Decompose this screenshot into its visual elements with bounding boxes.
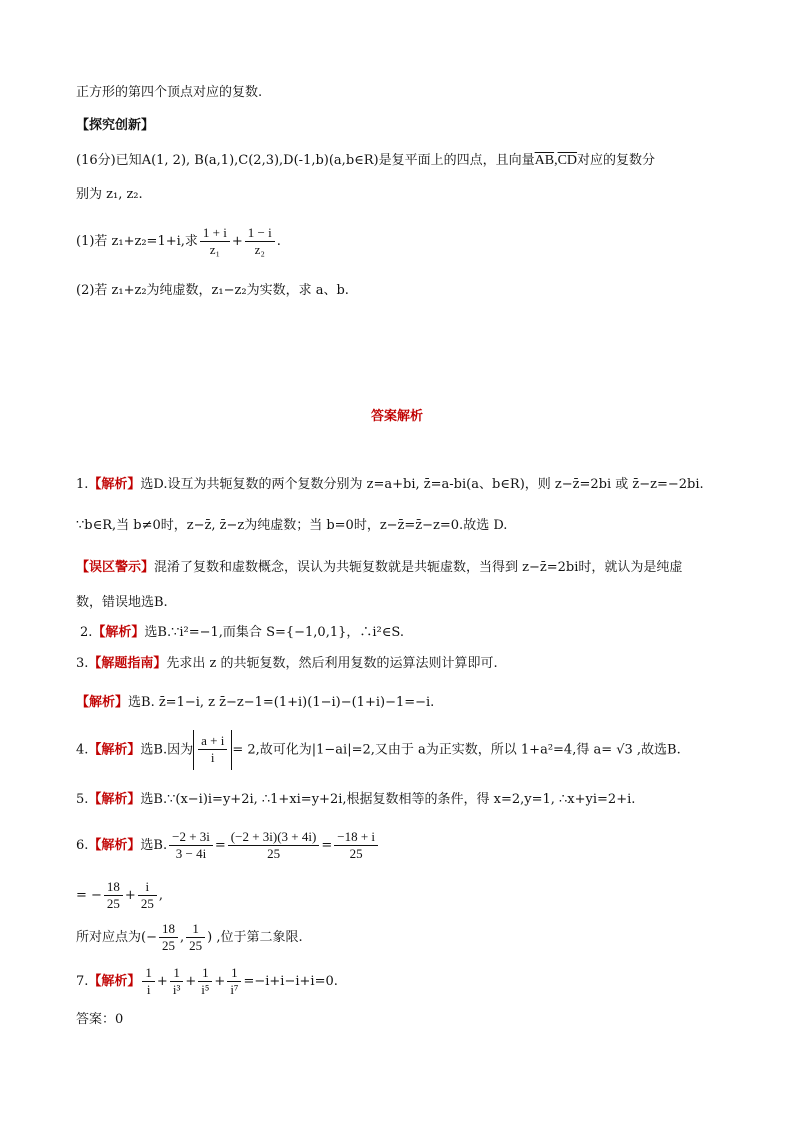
a6-l3-sep: ,: [179, 930, 185, 945]
answer-3-hint: [76, 655, 498, 673]
q1-fraction-1: [200, 225, 230, 258]
a7-f4-den: i⁷: [230, 982, 239, 997]
a3-text-2: 选B. z̄=1−i, z z̄−z−1=(1+i)(1−i)−(1+i)−1=−i.: [128, 695, 435, 710]
a6-l3-fraction-1: [159, 921, 178, 954]
answer-4: [76, 730, 681, 771]
answer-1-line-2: ∵b∈R,当 b≠0时，z−z̄, z̄−z为纯虚数；当 b=0时，z−z̄=z̄−z=0.故选 D.: [76, 518, 508, 533]
a4-post: = 2,故可化为|1−ai|=2,又由于 a为正实数，所以 1+a²=4,得 a= √3 ,故选B.: [232, 742, 681, 758]
a7-fraction-4: [227, 965, 241, 998]
a5-tag: 【解析】: [88, 792, 141, 807]
a7-tag: 【解析】: [88, 974, 141, 989]
a6-eq-1: =: [214, 838, 226, 853]
a3-tag: 【解题指南】: [88, 656, 167, 671]
q1-plus: +: [231, 234, 243, 249]
a6-l3-f2-num: 1: [186, 921, 205, 938]
a6-l2-f2-num: i: [138, 879, 157, 896]
a7-f1-den: i: [146, 982, 151, 997]
a6-l2-f1-num: 18: [104, 879, 123, 896]
problem-text-d: 对应的复数分: [577, 153, 656, 168]
a6-l2-f1-den: 25: [106, 896, 120, 911]
a6-pre: 选B.: [140, 838, 168, 853]
a2-text: 选B.∵i²=−1,而集合 S={−1,0,1}，∴i²∈S.: [144, 625, 404, 640]
a7-f2-den: i³: [172, 982, 181, 997]
a6-l2-f2-den: 25: [140, 896, 154, 911]
a3-tag-2: 【解析】: [76, 695, 129, 710]
answer-6-line-3: [76, 918, 303, 958]
a7-fraction-1: [142, 965, 155, 998]
a4-frac-num: a + i: [198, 733, 227, 750]
question-1: [76, 222, 281, 262]
a6-l2-fraction-1: [104, 879, 123, 912]
a7-f3-den: i⁵: [201, 982, 210, 997]
vector-cd: $\overline{CD}$: [557, 153, 578, 168]
a6-f1-num: −2 + 3i: [169, 829, 213, 846]
a1-text: 选D.设互为共轭复数的两个复数分别为 z=a+bi, z̄=a-bi(a、b∈R)，则 z−z̄=2bi 或 z̄−z=−2bi.: [140, 477, 704, 492]
problem-line-2: 别为 z₁, z₂.: [76, 187, 143, 202]
answer-6-line-2: [76, 876, 163, 916]
answer-1-line-1: [76, 476, 704, 494]
answer-1-warning-2: 数，错误地选B.: [76, 595, 168, 610]
a3-text: 先求出 z 的共轭复数，然后利用复数的运算法则计算即可.: [166, 656, 498, 671]
problem-text-a: (16分)已知: [76, 153, 142, 168]
a7-plus-1: +: [156, 974, 168, 989]
q1-f1-den: z₁: [209, 242, 221, 257]
a6-l2-pre: = −: [76, 888, 102, 903]
a6-f2-den: 25: [267, 846, 281, 861]
answer-2: [80, 624, 404, 642]
q1-f2-num: 1 − i: [245, 225, 275, 242]
problem-point-a: A(1, 2): [141, 153, 187, 168]
a7-f2-num: 1: [170, 965, 184, 982]
answers-title: 答案解析: [370, 409, 423, 424]
question-2: (2)若 z₁+z₂为纯虚数，z₁−z₂为实数，求 a、b.: [76, 283, 349, 298]
a7-f4-num: 1: [227, 965, 241, 982]
a2-tag: 【解析】: [92, 625, 145, 640]
a6-num: 6.: [76, 838, 89, 853]
answer-3-solution: [76, 694, 434, 712]
a1-warn-tag: 【误区警示】: [76, 560, 155, 575]
a4-fraction: [198, 733, 227, 766]
answer-5: [76, 791, 635, 809]
a7-num: 7.: [76, 974, 89, 989]
a7-plus-3: +: [214, 974, 226, 989]
q1-f1-num: 1 + i: [200, 225, 230, 242]
a6-l2-plus: +: [124, 888, 136, 903]
a6-l2-fraction-2: [138, 879, 157, 912]
a4-tag: 【解析】: [88, 742, 141, 758]
q1-fraction-2: [245, 225, 275, 258]
a6-tag: 【解析】: [88, 838, 141, 853]
a7-fraction-2: [170, 965, 184, 998]
q1-end: .: [276, 234, 281, 249]
a6-fraction-2: [228, 829, 320, 862]
answer-7: [76, 962, 338, 1002]
a1-warn-text: 混淆了复数和虚数概念，误认为共轭复数就是共轭虚数，当得到 z−z̄=2bi时，就认为是纯虚: [154, 560, 683, 575]
a6-l3-f1-num: 18: [159, 921, 178, 938]
a6-l3-fraction-2: [186, 921, 205, 954]
a7-f3-num: 1: [198, 965, 212, 982]
a7-fraction-3: [198, 965, 212, 998]
a4-absolute-value: [193, 730, 232, 770]
problem-line-1: [76, 152, 655, 170]
a6-f2-num: (−2 + 3i)(3 + 4i): [228, 829, 320, 846]
answer-7-result: 答案：0: [76, 1012, 124, 1027]
a6-f1-den: 3 − 4i: [175, 846, 207, 861]
a6-eq-2: =: [321, 838, 333, 853]
a6-l3-pre: 所对应点为(−: [76, 930, 157, 945]
a4-num: 4.: [76, 742, 89, 758]
a6-l3-f2-den: 25: [189, 938, 203, 953]
a6-l3-post: ) ,位于第二象限.: [207, 930, 303, 945]
a6-fraction-1: [169, 829, 213, 862]
answer-1-warning: [76, 559, 682, 577]
q1-f2-den: z₂: [254, 242, 265, 257]
a6-l2-end: ,: [158, 888, 163, 903]
a5-num: 5.: [76, 792, 89, 807]
a3-num: 3.: [76, 656, 89, 671]
q1-prefix: (1)若 z₁+z₂=1+i,求: [76, 234, 198, 249]
vector-sep: ,: [554, 153, 558, 168]
section-heading: 【探究创新】: [76, 118, 155, 133]
a4-frac-den: i: [210, 750, 215, 765]
a2-num: 2.: [80, 625, 93, 640]
a6-f3-den: 25: [349, 846, 363, 861]
intro-line: 正方形的第四个顶点对应的复数.: [76, 85, 263, 100]
a6-l3-f1-den: 25: [161, 938, 175, 953]
a5-text: 选B.∵(x−i)i=y+2i, ∴1+xi=y+2i,根据复数相等的条件，得 x=2,y=1, ∴x+yi=2+i.: [140, 792, 636, 807]
a4-pre: 选B.因为: [140, 742, 194, 758]
a7-post: =−i+i−i+i=0.: [243, 974, 338, 989]
a1-num: 1.: [76, 477, 89, 492]
a6-fraction-3: [334, 829, 378, 862]
a1-tag: 【解析】: [88, 477, 141, 492]
a6-f3-num: −18 + i: [334, 829, 378, 846]
a7-plus-2: +: [185, 974, 197, 989]
answer-6-line-1: [76, 826, 380, 866]
vector-ab: $\overline{AB}$: [534, 153, 555, 168]
problem-text-c: , B(a,1),C(2,3),D(-1,b)(a,b∈R)是复平面上的四点，且向量: [186, 153, 535, 168]
a7-f1-num: 1: [142, 965, 155, 982]
